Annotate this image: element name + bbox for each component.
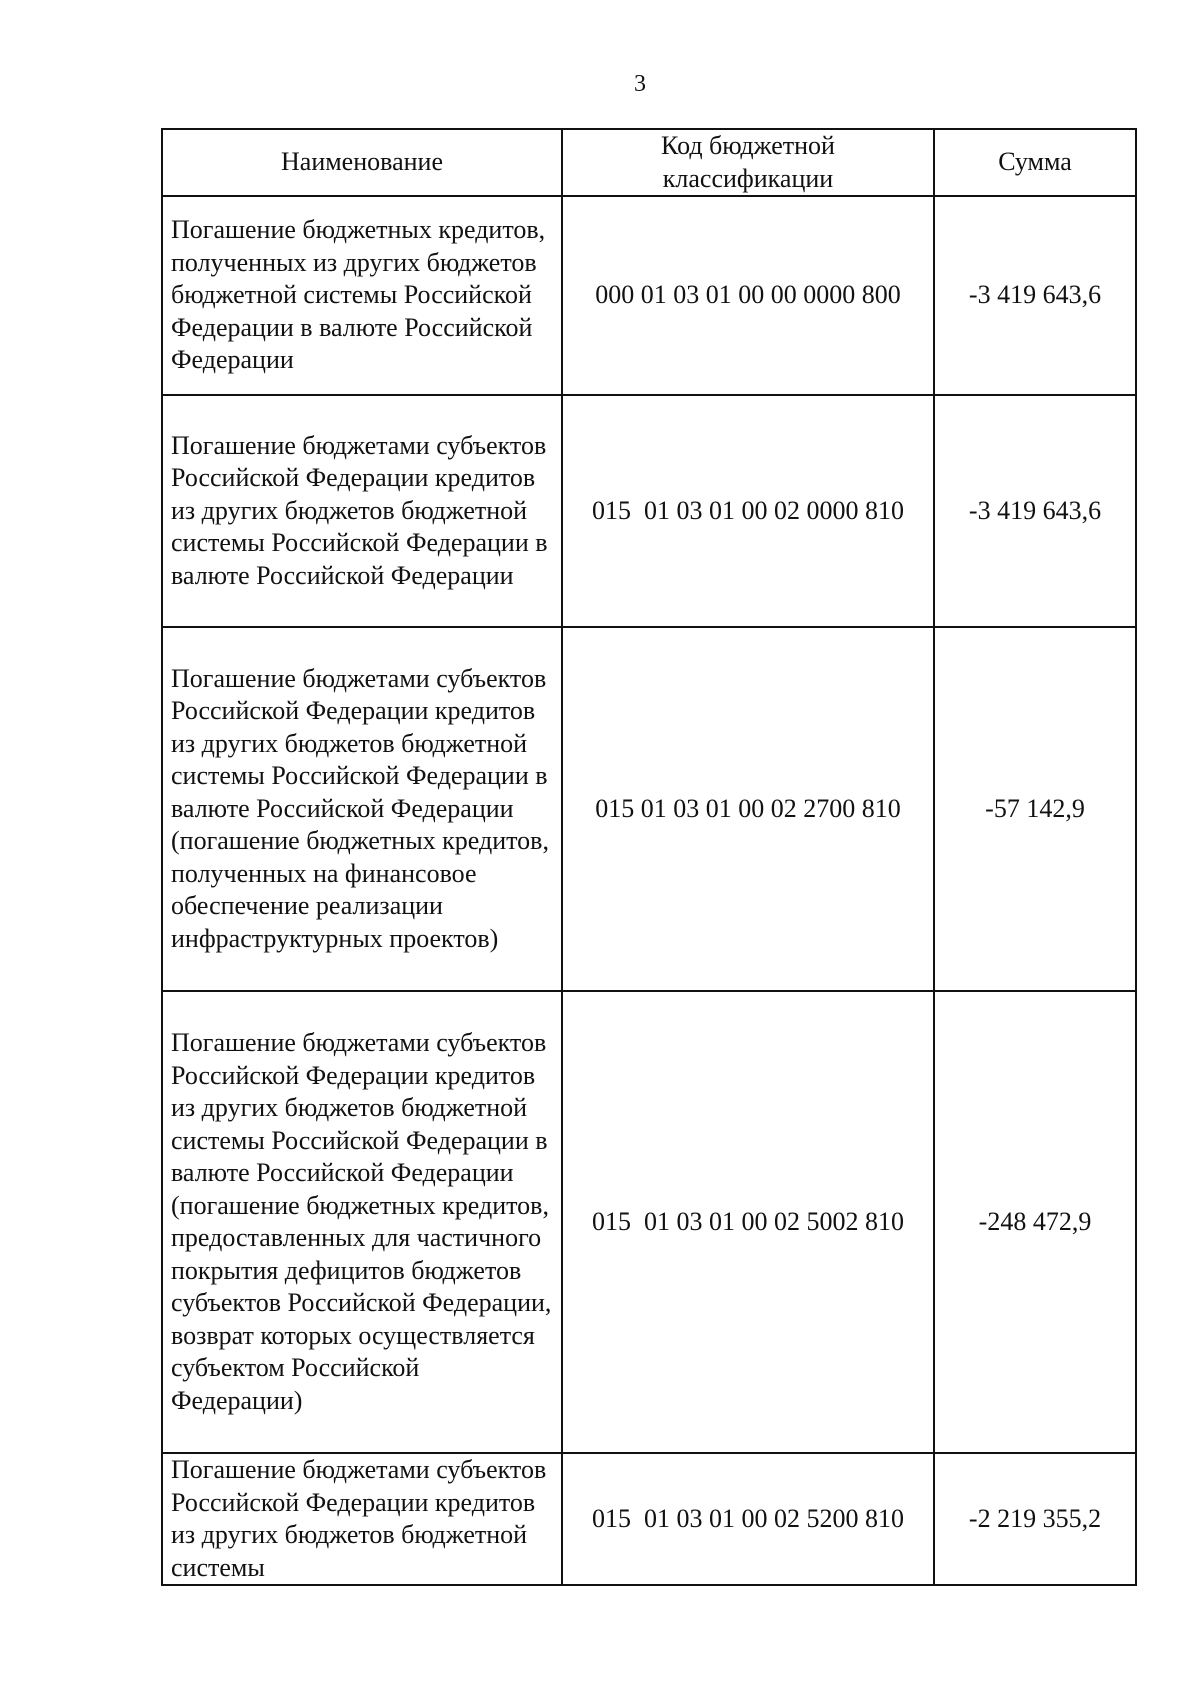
header-code-line2: классификации: [662, 163, 834, 193]
table-row: [162, 627, 1136, 991]
row-amount: -248 472,9: [934, 991, 1136, 1453]
table-header-row: [162, 129, 1136, 196]
header-amount: Сумма: [934, 129, 1136, 196]
row-amount: -3 419 643,6: [934, 196, 1136, 395]
row-code: 000 01 03 01 00 00 0000 800: [562, 196, 934, 395]
row-name: Погашение бюджетами субъектов Российской Федерации кредитов из других бюджетов бюджетной системы Российской Федерации в валюте Российской Федерации (погашение бюджетных кредитов, полученных на финансовое обеспечение реализации инфраструктурных проектов): [162, 627, 562, 991]
header-code-line1: Код бюджетной: [661, 131, 835, 160]
page-number: 3: [634, 71, 646, 97]
row-amount: -3 419 643,6: [934, 395, 1136, 627]
row-name: Погашение бюджетных кредитов, полученных из других бюджетов бюджетной системы Российской Федерации в валюте Российской Федерации: [162, 196, 562, 395]
table-row: [162, 395, 1136, 627]
header-name: Наименование: [162, 129, 562, 196]
row-code: 015 01 03 01 00 02 2700 810: [562, 627, 934, 991]
table-row: [162, 991, 1136, 1453]
row-name: Погашение бюджетами субъектов Российской Федерации кредитов из других бюджетов бюджетной системы: [162, 1453, 562, 1585]
row-code: 015 01 03 01 00 02 5200 810: [562, 1453, 934, 1585]
header-code: [562, 129, 934, 196]
table-row: [162, 196, 1136, 395]
row-name: Погашение бюджетами субъектов Российской Федерации кредитов из других бюджетов бюджетной системы Российской Федерации в валюте Российской Федерации (погашение бюджетных кредитов, предоставленных для частичного покрытия дефицитов бюджетов субъектов Российской Федерации, возврат которых осуществляется субъектом Российской Федерации): [162, 991, 562, 1453]
row-code: 015 01 03 01 00 02 5002 810: [562, 991, 934, 1453]
row-code: 015 01 03 01 00 02 0000 810: [562, 395, 934, 627]
row-name: Погашение бюджетами субъектов Российской Федерации кредитов из других бюджетов бюджетной системы Российской Федерации в валюте Российской Федерации: [162, 395, 562, 627]
table-row: [162, 1453, 1136, 1585]
budget-classification-table: [161, 128, 1137, 1586]
row-amount: -2 219 355,2: [934, 1453, 1136, 1585]
row-amount: -57 142,9: [934, 627, 1136, 991]
